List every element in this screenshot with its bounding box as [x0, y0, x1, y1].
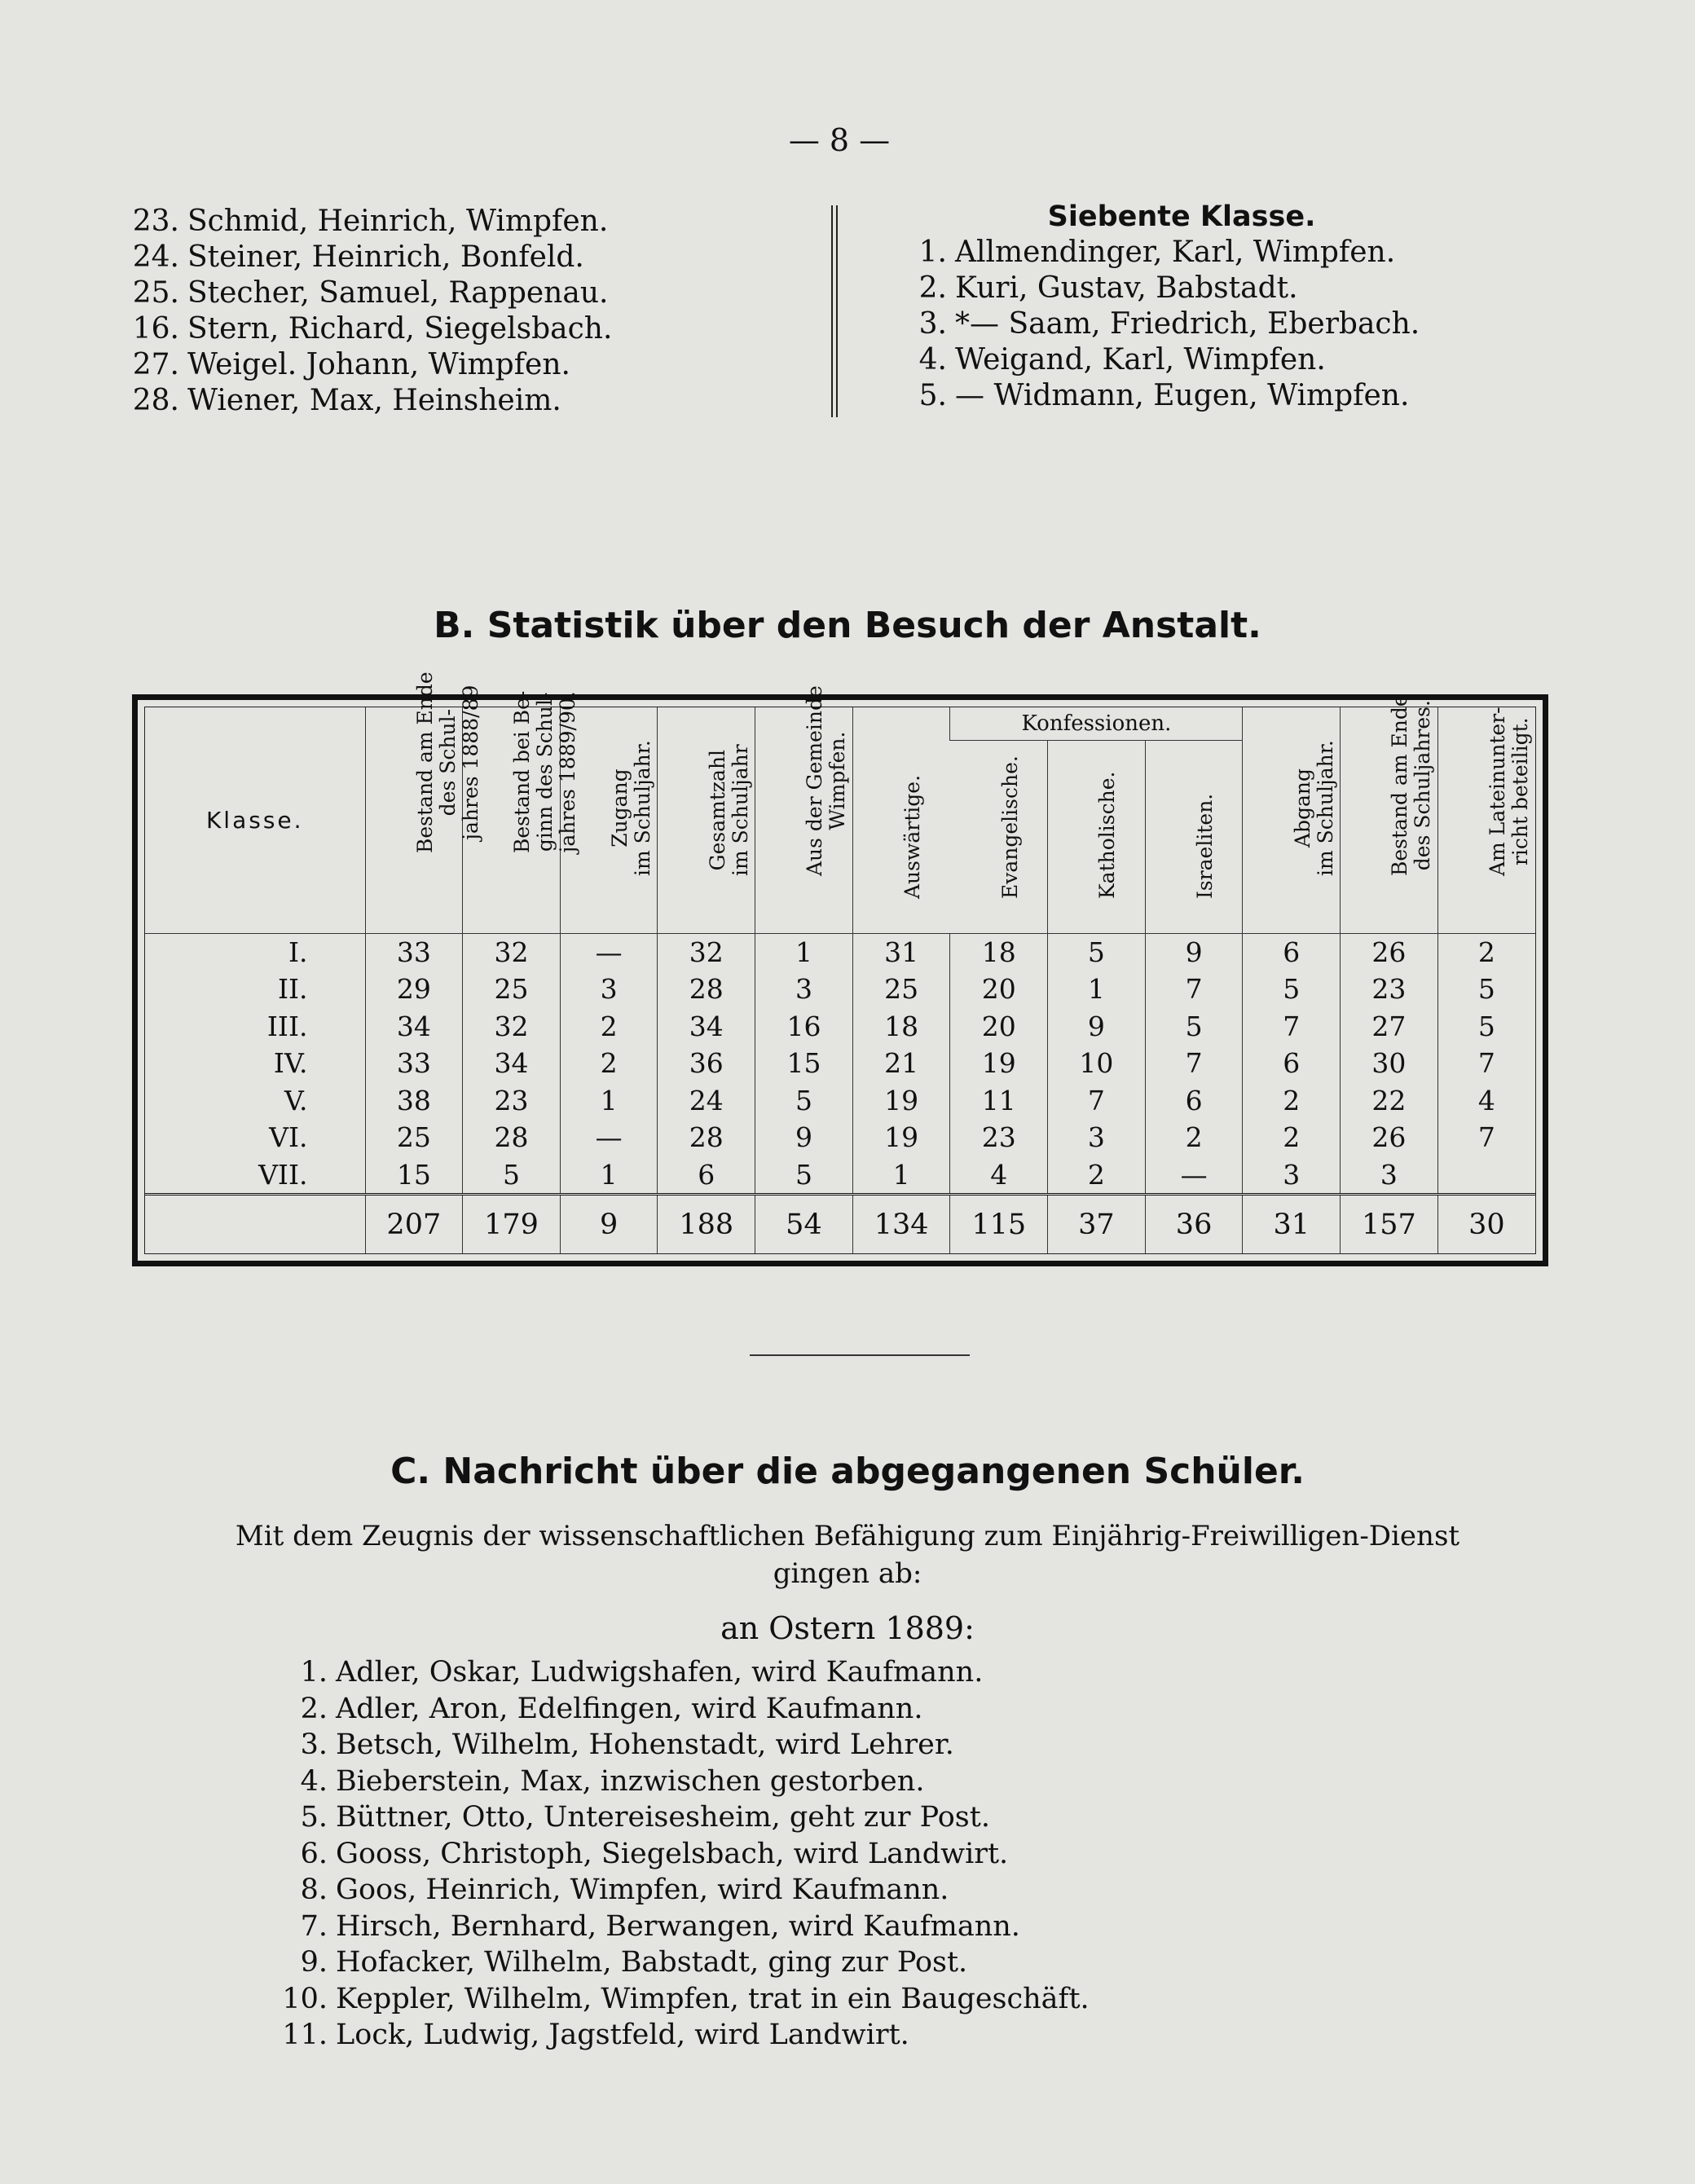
table-row [145, 1082, 1535, 1119]
list-item [129, 204, 612, 240]
table-cell: — [1145, 1156, 1243, 1195]
table-cell: 5 [1048, 934, 1146, 971]
table-cell: 32 [463, 934, 561, 971]
column-header [950, 741, 1048, 934]
table-cell: 34 [463, 1045, 561, 1081]
list-item [129, 275, 612, 311]
table-row [145, 934, 1535, 971]
item-number: 1. [300, 1656, 328, 1689]
section-separator [750, 1354, 970, 1356]
table-cell: 34 [365, 1008, 463, 1045]
total-label-cell [145, 1195, 365, 1253]
table-cell: 7 [1145, 1045, 1243, 1081]
list-item [277, 1691, 1090, 1728]
column-header [755, 685, 853, 934]
table-cell: 19 [852, 1082, 950, 1119]
table-row [145, 1156, 1535, 1195]
row-klasse: III. [266, 1010, 308, 1042]
table-cell: 3 [1048, 1119, 1146, 1156]
table-cell: 20 [950, 1008, 1048, 1045]
column-header [852, 707, 950, 934]
table-cell: 16 [755, 1008, 853, 1045]
item-number: 28. [132, 384, 179, 417]
table-cell: 25 [365, 1119, 463, 1156]
table-cell: 19 [852, 1119, 950, 1156]
row-klasse: V. [284, 1084, 308, 1116]
table-cell: — [560, 1119, 658, 1156]
item-text: Bieberstein, Max, inzwischen gestorben. [336, 1764, 925, 1798]
item-number: 5. [918, 379, 947, 412]
section-c-intro: Mit dem Zeugnis der wissenschaftlichen Befähigung zum Einjährig-Freiwilligen-Dienst gingen ab: [235, 1520, 1460, 1590]
table-cell: 4 [950, 1156, 1048, 1195]
table-row [145, 1045, 1535, 1081]
siebente-klasse-heading: Siebente Klasse. [1047, 200, 1316, 233]
item-number: 9. [300, 1946, 328, 1979]
siebente-klasse-section [896, 199, 1467, 414]
item-text: Weigel. Johann, Wimpfen. [187, 348, 570, 381]
table-cell: 5 [1437, 971, 1535, 1008]
table-cell: 2 [1243, 1119, 1341, 1156]
item-text: Goos, Heinrich, Wimpfen, wird Kaufmann. [336, 1874, 949, 1906]
item-text: Büttner, Otto, Untereisesheim, geht zur Post. [336, 1801, 990, 1834]
item-text: Stecher, Samuel, Rappenau. [187, 276, 609, 310]
list-item [277, 1872, 1090, 1909]
table-cell [1437, 1156, 1535, 1195]
table-cell: 5 [1145, 1008, 1243, 1045]
column-header-text: Zugang im Schuljahr. [608, 740, 655, 876]
student-list-continued [129, 204, 612, 419]
abgang-list [277, 1654, 1090, 2054]
table-cell: 22 [1341, 1082, 1438, 1119]
table-cell: 15 [755, 1045, 853, 1081]
column-header-text: Gesamtzahl im Schuljahr [705, 744, 752, 876]
total-cell: 54 [755, 1195, 853, 1253]
table-cell: 2 [560, 1045, 658, 1081]
item-text: Allmendinger, Karl, Wimpfen. [955, 236, 1396, 269]
item-text: Lock, Ludwig, Jagstfeld, wird Landwirt. [336, 2019, 909, 2051]
header-row-1 [145, 707, 1535, 741]
list-item [129, 311, 612, 347]
table-cell: 5 [755, 1156, 853, 1195]
total-cell: 31 [1243, 1195, 1341, 1253]
item-text: *— Saam, Friedrich, Eberbach. [955, 307, 1420, 341]
table-row [145, 1008, 1535, 1045]
table-cell: 7 [1048, 1082, 1146, 1119]
total-cell: 134 [852, 1195, 950, 1253]
list-item [277, 2017, 1090, 2054]
table-cell: 28 [658, 1119, 755, 1156]
item-number: 5. [300, 1801, 328, 1834]
item-number: 27. [132, 348, 179, 381]
item-text: Hofacker, Wilhelm, Babstadt, ging zur Post. [336, 1946, 968, 1979]
column-divider [831, 205, 838, 417]
table-cell: 4 [1437, 1082, 1535, 1119]
item-number: 11. [282, 2019, 328, 2051]
row-klasse: II. [277, 973, 308, 1006]
table-cell: 7 [1145, 971, 1243, 1008]
table-cell: 1 [755, 934, 853, 971]
table-cell: 9 [1145, 934, 1243, 971]
column-header [1341, 694, 1438, 934]
column-header-text: Bestand am Ende des Schul- jahres 1888/89 [412, 671, 482, 853]
table-cell: 23 [1341, 971, 1438, 1008]
column-header [1048, 741, 1146, 934]
table-cell: 24 [658, 1082, 755, 1119]
column-header-text: Am Lateinunter- richt beteiligt. [1486, 707, 1533, 876]
item-text: Gooss, Christoph, Siegelsbach, wird Landwirt. [336, 1837, 1009, 1870]
total-cell: 9 [560, 1195, 658, 1253]
item-text: Weigand, Karl, Wimpfen. [955, 343, 1326, 376]
item-number: 6. [300, 1837, 328, 1870]
list-item [277, 1909, 1090, 1945]
table-cell: 33 [365, 934, 463, 971]
list-item [896, 378, 1467, 414]
total-row [145, 1195, 1535, 1253]
total-cell: 30 [1437, 1195, 1535, 1253]
table-cell: 36 [658, 1045, 755, 1081]
siebente-klasse-list [896, 235, 1467, 414]
item-text: Steiner, Heinrich, Bonfeld. [187, 240, 584, 274]
table-cell: 6 [1243, 934, 1341, 971]
section-c-title: C. Nachricht über die abgegangenen Schüler. [390, 1451, 1305, 1492]
list-item [277, 1654, 1090, 1691]
item-text: — Widmann, Eugen, Wimpfen. [955, 379, 1410, 412]
table-cell: 29 [365, 971, 463, 1008]
item-number: 2. [300, 1692, 328, 1725]
item-text: Schmid, Heinrich, Wimpfen. [187, 205, 609, 238]
list-item [129, 383, 612, 419]
table-cell: 25 [463, 971, 561, 1008]
item-number: 3. [918, 307, 947, 341]
list-item [277, 1944, 1090, 1981]
list-item [896, 271, 1467, 306]
table-cell: 21 [852, 1045, 950, 1081]
item-number: 8. [300, 1874, 328, 1906]
table-cell: 23 [950, 1119, 1048, 1156]
table-cell: 7 [1437, 1119, 1535, 1156]
column-header-text: Abgang im Schuljahr. [1290, 740, 1337, 876]
item-number: 4. [918, 343, 947, 376]
item-text: Adler, Aron, Edelfingen, wird Kaufmann. [336, 1692, 923, 1725]
total-cell: 115 [950, 1195, 1048, 1253]
item-number: 1. [918, 236, 947, 269]
section-b-title: B. Statistik über den Besuch der Anstalt. [434, 605, 1261, 646]
table-cell: 27 [1341, 1008, 1438, 1045]
column-header-text: Bestand bei Be- ginn des Schul- jahres 1889/90. [510, 690, 580, 853]
item-number: 7. [300, 1909, 328, 1943]
column-header-text: Aus der Gemeinde Wimpfen. [803, 685, 850, 876]
table-cell: 9 [1048, 1008, 1146, 1045]
table-cell: 5 [1243, 971, 1341, 1008]
list-item [277, 1836, 1090, 1873]
list-item [129, 347, 612, 383]
item-number: 3. [300, 1728, 328, 1761]
table-cell: 34 [658, 1008, 755, 1045]
item-number: 24. [132, 240, 179, 274]
table-cell: 10 [1048, 1045, 1146, 1081]
table-cell: 18 [852, 1008, 950, 1045]
table-cell: 26 [1341, 934, 1438, 971]
item-number: 16. [132, 312, 179, 346]
item-text: Betsch, Wilhelm, Hohenstadt, wird Lehrer. [336, 1728, 954, 1761]
table-cell: 15 [365, 1156, 463, 1195]
table-cell: 30 [1341, 1045, 1438, 1081]
row-klasse: IV. [273, 1047, 308, 1080]
list-item [277, 1981, 1090, 2018]
column-header-text: Bestand am Ende des Schuljahres. [1388, 694, 1435, 876]
table-cell: 1 [1048, 971, 1146, 1008]
table-cell: 28 [463, 1119, 561, 1156]
klasse-header: Klasse. [145, 707, 365, 934]
table-cell: 7 [1437, 1045, 1535, 1081]
column-header [463, 690, 580, 934]
item-text: Keppler, Wilhelm, Wimpfen, trat in ein Baugeschäft. [336, 1982, 1090, 2015]
column-header [658, 707, 755, 934]
table-cell: 3 [1341, 1156, 1438, 1195]
item-number: 25. [132, 276, 179, 310]
table-cell: 2 [1048, 1156, 1146, 1195]
item-text: Adler, Oskar, Ludwigshafen, wird Kaufmann. [336, 1656, 984, 1689]
total-cell: 37 [1048, 1195, 1146, 1253]
table-cell: 26 [1341, 1119, 1438, 1156]
list-item [129, 240, 612, 275]
table-cell: 3 [560, 971, 658, 1008]
table-row [145, 1119, 1535, 1156]
table-cell: 19 [950, 1045, 1048, 1081]
section-c-subheading: an Ostern 1889: [720, 1610, 975, 1646]
column-header-text: Katholische. [1095, 771, 1120, 899]
table-cell: 1 [852, 1156, 950, 1195]
total-cell: 36 [1145, 1195, 1243, 1253]
total-cell: 179 [463, 1195, 561, 1253]
table-cell: 6 [1243, 1045, 1341, 1081]
table-cell: 32 [658, 934, 755, 971]
table-cell: 18 [950, 934, 1048, 971]
row-klasse: VII. [258, 1158, 308, 1191]
table-cell: 2 [1243, 1082, 1341, 1119]
list-item [896, 306, 1467, 342]
row-klasse: I. [288, 936, 308, 968]
table-cell: 31 [852, 934, 950, 971]
table-cell: 2 [560, 1008, 658, 1045]
table-cell: 38 [365, 1082, 463, 1119]
table-cell: 9 [755, 1119, 853, 1156]
column-header-text: Auswärtige. [900, 774, 925, 899]
column-header [1437, 707, 1535, 934]
total-cell: 207 [365, 1195, 463, 1253]
page-number: — 8 — [788, 122, 891, 158]
item-text: Wiener, Max, Heinsheim. [187, 384, 561, 417]
list-item [277, 1727, 1090, 1763]
table-cell: 5 [1437, 1008, 1535, 1045]
item-text: Stern, Richard, Siegelsbach. [187, 312, 613, 346]
konfessionen-header: Konfessionen. [950, 707, 1243, 741]
column-header-text: Israeliten. [1193, 793, 1217, 899]
table-cell: 3 [1243, 1156, 1341, 1195]
list-item [896, 342, 1467, 378]
column-header [560, 707, 658, 934]
table-cell: 11 [950, 1082, 1048, 1119]
table-cell: 5 [463, 1156, 561, 1195]
table-cell: 3 [755, 971, 853, 1008]
table-cell: 32 [463, 1008, 561, 1045]
table-cell: 2 [1437, 934, 1535, 971]
list-item [277, 1799, 1090, 1836]
item-number: 4. [300, 1764, 328, 1798]
table-cell: 6 [1145, 1082, 1243, 1119]
column-header-text: Evangelische. [997, 755, 1022, 899]
total-cell: 157 [1341, 1195, 1438, 1253]
list-item [896, 235, 1467, 271]
total-cell: 188 [658, 1195, 755, 1253]
item-number: 10. [282, 1982, 328, 2015]
statistics-table-frame [132, 671, 1548, 1266]
item-number: 2. [918, 271, 947, 305]
table-cell: 23 [463, 1082, 561, 1119]
column-header [1243, 707, 1341, 934]
table-row [145, 971, 1535, 1008]
table-cell: 25 [852, 971, 950, 1008]
item-text: Kuri, Gustav, Babstadt. [955, 271, 1298, 305]
statistics-table [145, 671, 1535, 1253]
table-cell: 2 [1145, 1119, 1243, 1156]
table-cell: 7 [1243, 1008, 1341, 1045]
item-text: Hirsch, Bernhard, Berwangen, wird Kaufmann. [336, 1909, 1020, 1943]
item-number: 23. [132, 205, 179, 238]
table-cell: 1 [560, 1082, 658, 1119]
table-cell: 6 [658, 1156, 755, 1195]
column-header [1145, 741, 1243, 934]
table-cell: 33 [365, 1045, 463, 1081]
table-cell: 1 [560, 1156, 658, 1195]
column-header [365, 671, 482, 934]
table-cell: 20 [950, 971, 1048, 1008]
table-cell: 28 [658, 971, 755, 1008]
table-cell: 5 [755, 1082, 853, 1119]
table-cell: — [560, 934, 658, 971]
list-item [277, 1763, 1090, 1800]
row-klasse: VI. [269, 1121, 308, 1153]
